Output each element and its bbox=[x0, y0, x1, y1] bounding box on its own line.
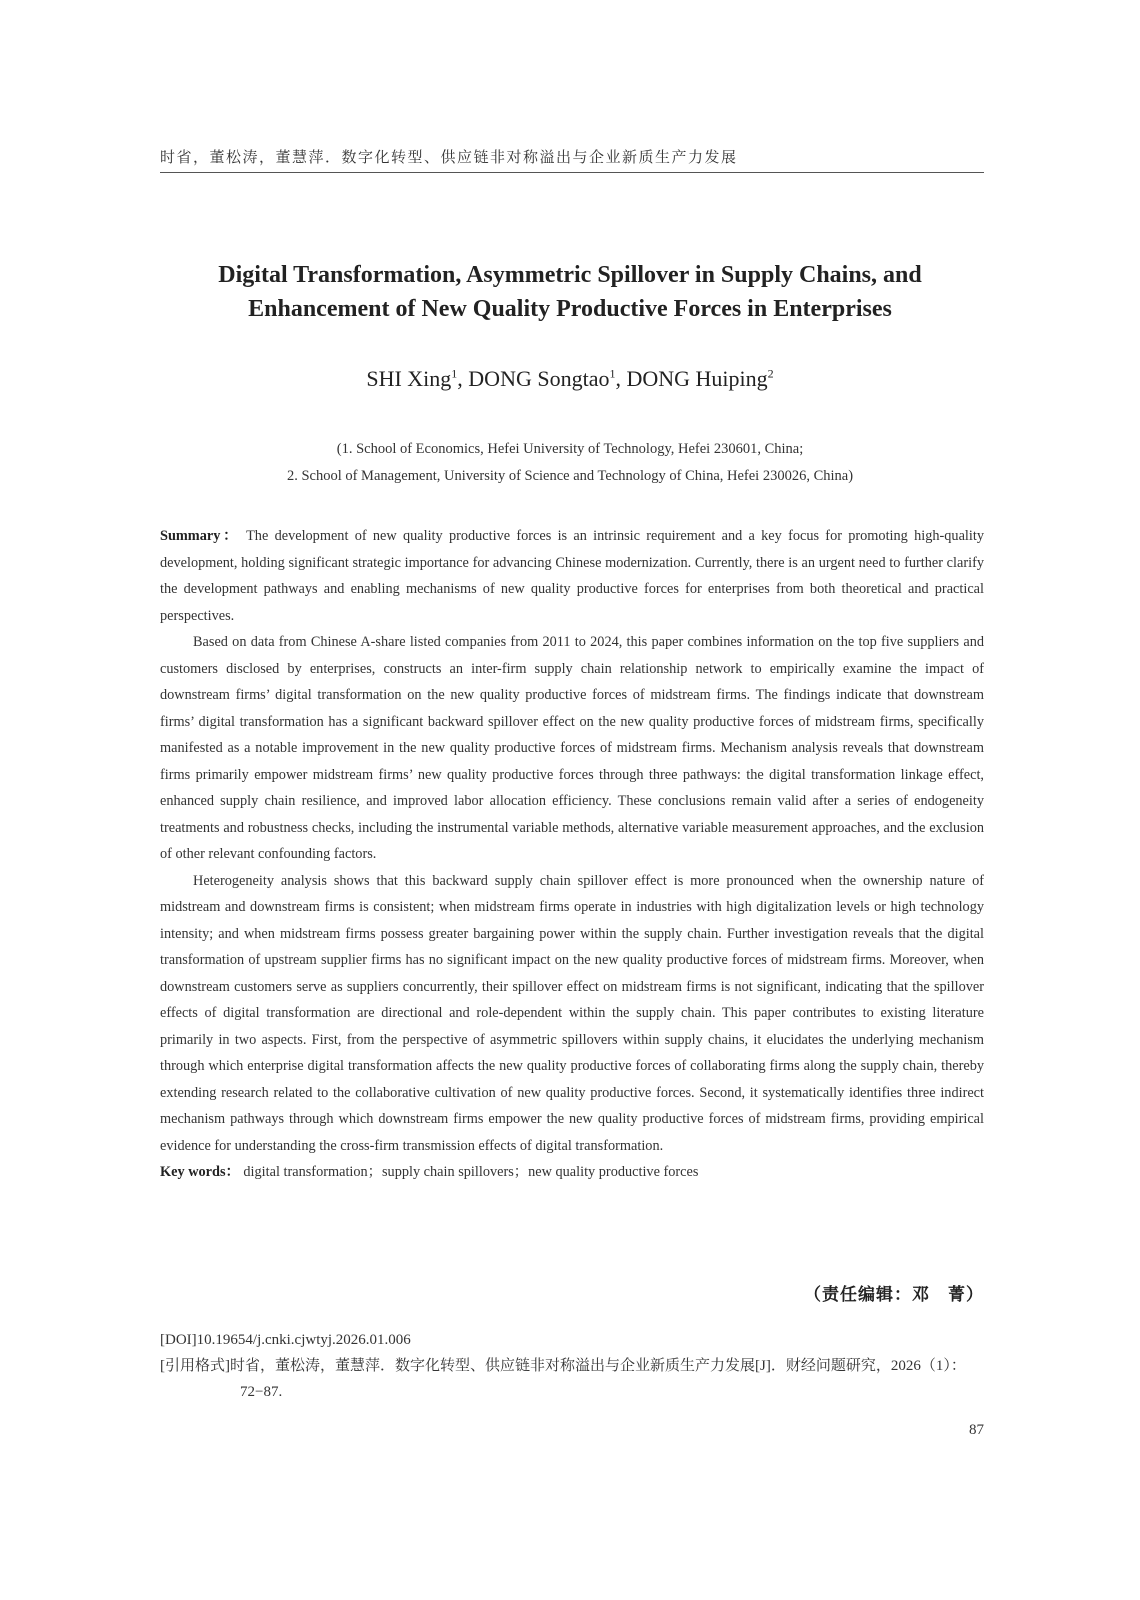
header-rule bbox=[160, 172, 984, 173]
doi: [DOI]10.19654/j.cnki.cjwtyj.2026.01.006 bbox=[160, 1332, 411, 1348]
title-line-2: Enhancement of New Quality Productive Forces in Enterprises bbox=[248, 296, 892, 322]
author-separator: , bbox=[457, 366, 469, 391]
summary-section bbox=[160, 523, 984, 1186]
citation-format: [引用格式]时省，董松涛，董慧萍．数字化转型、供应链非对称溢出与企业新质生产力发展[J]．财经问题研究，2026（1）：72−87. bbox=[160, 1358, 966, 1400]
running-header: 时省，董松涛，董慧萍．数字化转型、供应链非对称溢出与企业新质生产力发展 bbox=[160, 148, 738, 166]
title-line-1: Digital Transformation, Asymmetric Spillover in Supply Chains, and bbox=[218, 262, 922, 288]
summary-paragraph: Based on data from Chinese A-share listed companies from 2011 to 2024, this paper combines information on the top five suppliers and customers disclosed by enterprises, constructs an inter-firm supply chain relationship network to empirically examine the impact of downstream firms’ digital transformation on the new quality productive forces of midstream firms. The findings indicate that downstream firms’ digital transformation has a significant backward spillover effect on the new quality productive forces of midstream firms, specifically manifested as a notable improvement in the new quality productive forces of midstream firms. Mechanism analysis reveals that downstream firms primarily empower midstream firms’ new quality productive forces through three pathways: the digital transformation linkage effect, enhanced supply chain resilience, and improved labor allocation efficiency. These conclusions remain valid after a series of endogeneity treatments and robustness checks, including the instrumental variable methods, alternative variable measurement approaches, and the exclusion of other relevant confounding factors. bbox=[160, 634, 984, 862]
summary-text: The development of new quality productive forces is an intrinsic requirement and a key focus for promoting high-quality development, holding significant strategic importance for advancing Chinese modernization. Currently, there is an urgent need to further clarify the development pathways and enabling mechanisms of new quality productive forces for enterprises from both theoretical and practical perspectives. bbox=[160, 528, 984, 624]
keywords-text: digital transformation；supply chain spillovers；new quality productive forces bbox=[243, 1164, 699, 1180]
keywords-label: Key words： bbox=[160, 1164, 240, 1180]
summary-label: Summary： bbox=[160, 528, 241, 544]
reference-info bbox=[160, 1327, 990, 1405]
author-name: DONG Songtao bbox=[468, 366, 610, 391]
affiliation-line: 2. School of Management, University of Science and Technology of China, Hefei 230026, China) bbox=[286, 468, 854, 484]
author-name: DONG Huiping bbox=[626, 366, 768, 391]
summary-paragraph bbox=[160, 523, 984, 629]
keywords bbox=[160, 1159, 984, 1186]
author-affiliation-mark: 2 bbox=[767, 366, 774, 381]
affiliation-line: (1. School of Economics, Hefei University of Technology, Hefei 230601, China; bbox=[336, 441, 804, 457]
page-number: 87 bbox=[969, 1422, 984, 1438]
author-separator: , bbox=[615, 366, 627, 391]
editor-note: （责任编辑：邓 菁） bbox=[804, 1285, 984, 1305]
author-affiliation-mark: 1 bbox=[609, 366, 616, 381]
summary-paragraph: Heterogeneity analysis shows that this backward supply chain spillover effect is more pronounced when the ownership nature of midstream and downstream firms is consistent; when midstream firms operate in industries with high digitalization levels or high technology intensity; and when midstream firms possess greater bargaining power within the supply chain. Further investigation reveals that the digital transformation of upstream supplier firms has no significant impact on the new quality productive forces of midstream firms. Moreover, when downstream customers serve as suppliers concurrently, their spillover effect on midstream firms is not significant, indicating that the spillover effects of digital transformation are directional and role-dependent within the supply chain. This paper contributes to existing literature primarily in two aspects. First, from the perspective of asymmetric spillovers within supply chains, it elucidates the underlying mechanism through which enterprise digital transformation affects the new quality productive forces of collaborating firms along the supply chain, thereby extending research related to the collaborative cultivation of new quality productive forces. Second, it systematically identifies three indirect mechanism pathways through which downstream firms empower the new quality productive forces of midstream firms, providing empirical evidence for understanding the cross-firm transmission effects of digital transformation. bbox=[160, 872, 984, 1154]
affiliations bbox=[120, 436, 1020, 490]
author-affiliation-mark: 1 bbox=[451, 366, 458, 381]
author-name: SHI Xing bbox=[366, 366, 452, 391]
author-list bbox=[120, 366, 1020, 392]
paper-title bbox=[120, 258, 1020, 326]
